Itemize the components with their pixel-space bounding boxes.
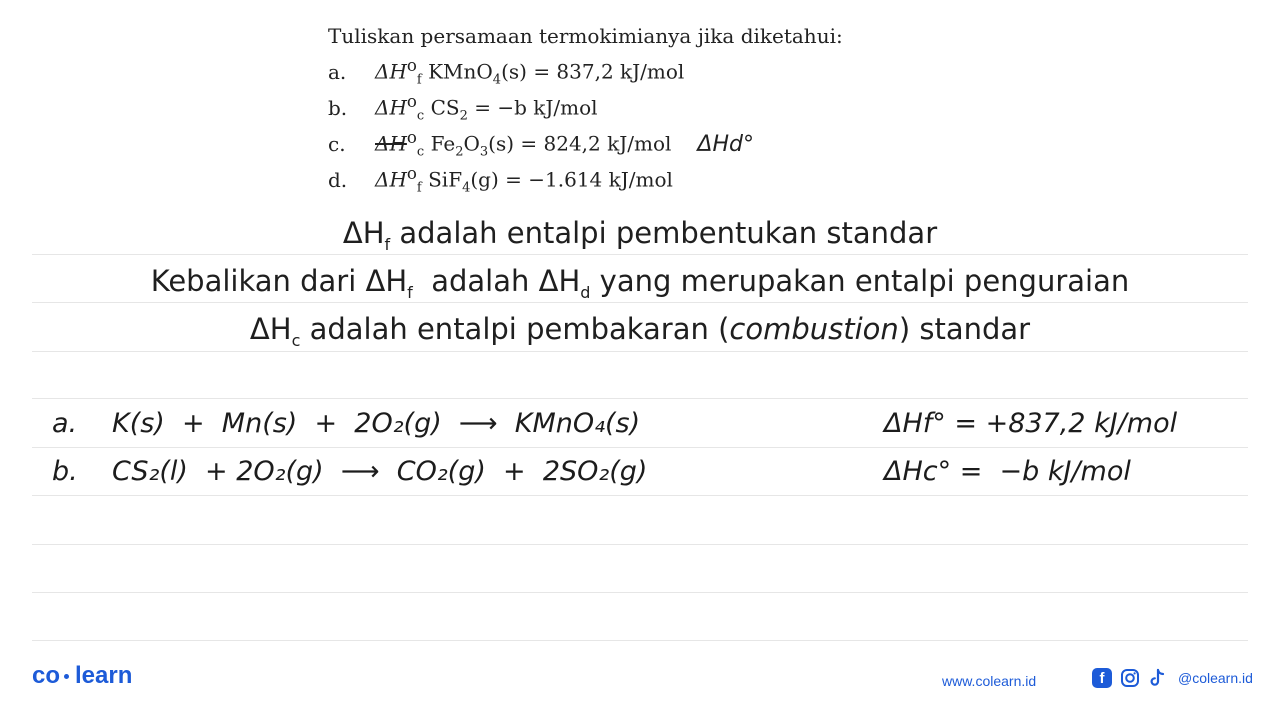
problem-item-a: a. $\Delta H^o_f$ KMnO$_4$(s) = 837,2 kJ/mol bbox=[328, 56, 685, 88]
problem-title: Tuliskan persamaan termokimianya jika diketahui: bbox=[328, 24, 843, 48]
problem-item-b: b. $\Delta H^o_c$ $CS_2 = -b$ kJ/mol bbox=[328, 92, 598, 124]
answer-b-enthalpy: ΔHc° = −b kJ/mol bbox=[884, 456, 1131, 487]
tiktok-icon[interactable] bbox=[1148, 668, 1168, 688]
colearn-logo: co learn bbox=[32, 662, 133, 689]
ruled-line bbox=[32, 398, 1248, 399]
problem-statement bbox=[328, 18, 843, 198]
website-link[interactable]: www.colearn.id bbox=[942, 673, 1037, 689]
answer-a-label: a. bbox=[52, 408, 78, 439]
explanation-line-2: Kebalikan dari $\Delta H_f$ adalah $\Delta H_d$ yang merupakan entalpi penguraian bbox=[150, 264, 1130, 302]
handwritten-note: ΔHd° bbox=[697, 131, 754, 157]
ruled-line bbox=[32, 254, 1248, 255]
answer-b-label: b. bbox=[52, 456, 78, 487]
ruled-line bbox=[32, 447, 1248, 448]
explanation-line-1: $\Delta H_f$ adalah entalpi pembentukan standar bbox=[342, 216, 938, 254]
answer-a-enthalpy: ΔHf° = +837,2 kJ/mol bbox=[884, 408, 1178, 439]
ruled-line bbox=[32, 592, 1248, 593]
social-links bbox=[1092, 668, 1253, 688]
answer-b-equation: CS₂(l) + 2O₂(g) ⟶ CO₂(g) + 2SO₂(g) bbox=[112, 456, 648, 487]
ruled-line bbox=[32, 544, 1248, 545]
instagram-icon[interactable] bbox=[1120, 668, 1140, 688]
facebook-icon[interactable]: f bbox=[1092, 668, 1112, 688]
problem-item-d: d. $\Delta H^o_f$ SiF$_4$(g) = −1.614 kJ/mol bbox=[328, 164, 673, 196]
ruled-line bbox=[32, 495, 1248, 496]
ruled-line bbox=[32, 351, 1248, 352]
ruled-line bbox=[32, 640, 1248, 641]
problem-item-c: c. $\Delta H^o_c$ $Fe_2O_3(s) = 824,2$ kJ/mol ΔHd° bbox=[328, 128, 754, 160]
answer-a-equation: K(s) + Mn(s) + 2O₂(g) ⟶ KMnO₄(s) bbox=[112, 408, 641, 439]
social-handle[interactable]: @colearn.id bbox=[1178, 670, 1253, 686]
ruled-line bbox=[32, 302, 1248, 303]
explanation-line-3: $\Delta H_c$ adalah entalpi pembakaran (combustion) standar bbox=[249, 312, 1031, 350]
